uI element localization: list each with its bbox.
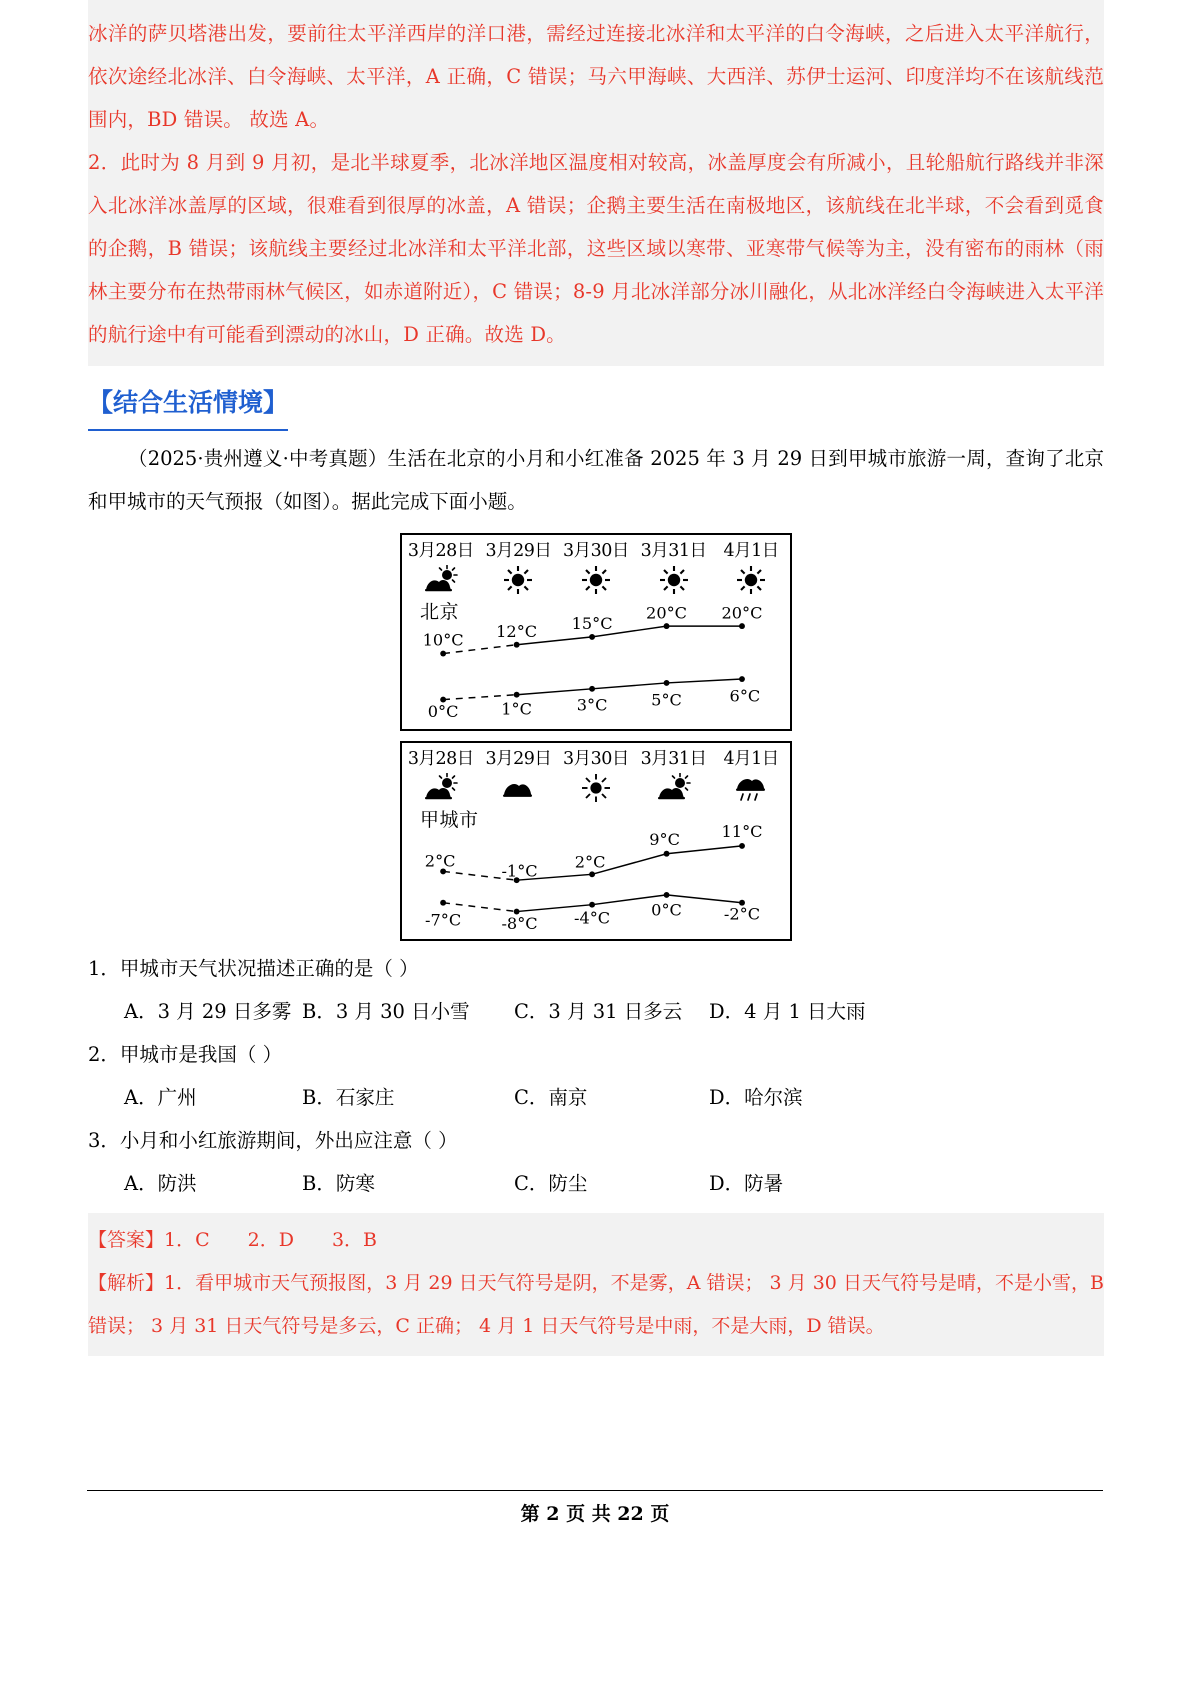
city-a-low-label-1: -8°C <box>501 914 538 934</box>
question-2-option-c[interactable]: C．南京 <box>514 1086 588 1109</box>
answer-analysis-block <box>88 1213 1104 1356</box>
city-a-high-label-2: 2°C <box>574 852 606 872</box>
question-1-option-d[interactable]: D．4 月 1 日大雨 <box>709 1000 866 1023</box>
question-3-options <box>124 1162 1104 1205</box>
question-2-option-b[interactable]: B．石家庄 <box>302 1086 395 1109</box>
beijing-low-label-0: 0°C <box>427 702 459 722</box>
chart-beijing-date-1: 3月29日 <box>485 541 552 561</box>
question-stem: （2025·贵州遵义·中考真题）生活在北京的小月和小红准备 2025 年 3 月 29 日到甲城市旅游一周，查询了北京和甲城市的天气预报（如图）。据此完成下面小题。 <box>88 447 1104 513</box>
question-3-option-a[interactable]: A．防洪 <box>124 1172 197 1195</box>
beijing-low-point-4 <box>739 676 745 682</box>
question-2-option-a[interactable]: A．广州 <box>124 1086 197 1109</box>
beijing-low-label-2: 3°C <box>576 695 608 715</box>
section-heading-wrap <box>88 370 1104 433</box>
beijing-high-point-1 <box>514 642 520 648</box>
question-3-option-c[interactable]: C．防尘 <box>514 1172 588 1195</box>
city-a-low-line <box>517 895 742 912</box>
beijing-low-point-1 <box>514 692 520 698</box>
page-footer <box>0 1490 1190 1526</box>
question-2-text: 甲城市是我国（ ） <box>119 1043 283 1066</box>
question-3-number: 3． <box>88 1129 120 1152</box>
city-a-low-point-2 <box>589 902 595 908</box>
chart-city-a-date-4: 4月1日 <box>723 749 779 769</box>
beijing-high-label-3: 20°C <box>646 603 688 623</box>
question-1-number: 1． <box>88 957 120 980</box>
beijing-low-point-3 <box>664 680 670 686</box>
city-a-low-point-0 <box>440 900 446 906</box>
question-2-number: 2． <box>88 1043 120 1066</box>
question-1-options <box>124 990 1104 1033</box>
beijing-low-label-4: 6°C <box>729 686 761 706</box>
page-number: 第 2 页 共 22 页 <box>520 1503 670 1525</box>
city-a-high-point-3 <box>664 851 670 857</box>
footer-divider <box>87 1490 1103 1491</box>
beijing-low-label-1: 1°C <box>501 699 533 719</box>
weather-chart-beijing <box>400 533 792 731</box>
answer-line: 【答案】1．C 2．D 3．B <box>88 1229 377 1251</box>
city-a-low-label-0: -7°C <box>425 910 462 930</box>
city-a-low-label-4: -2°C <box>723 904 761 924</box>
question-1-option-c[interactable]: C．3 月 31 日多云 <box>514 1000 683 1023</box>
beijing-high-label-0: 10°C <box>422 630 464 650</box>
chart-beijing-date-4: 4月1日 <box>723 541 779 561</box>
city-a-low-label-3: 0°C <box>651 900 682 920</box>
city-a-high-point-2 <box>589 871 595 877</box>
question-1-line <box>88 947 1104 990</box>
question-1-option-a[interactable]: A．3 月 29 日多雾 <box>124 1000 292 1023</box>
city-a-high-point-4 <box>739 843 745 849</box>
question-2-options <box>124 1076 1104 1119</box>
question-2-line <box>88 1033 1104 1076</box>
city-a-high-label-0: 2°C <box>424 851 456 871</box>
question-2-option-d[interactable]: D．哈尔滨 <box>709 1086 803 1109</box>
beijing-high-point-0 <box>440 651 446 657</box>
beijing-high-point-4 <box>739 623 745 629</box>
section-heading: 【结合生活情境】 <box>88 378 288 431</box>
chart-city-a-date-1: 3月29日 <box>485 749 552 769</box>
page-content <box>88 0 1104 1356</box>
city-a-high-label-1: -1°C <box>501 861 538 881</box>
chart-beijing-plot <box>402 535 790 729</box>
question-3-line <box>88 1119 1104 1162</box>
chart-city-a-plot <box>402 743 790 939</box>
explanation-paragraph-2: 2．此时为 8 月到 9 月初，是北半球夏季，北冰洋地区温度相对较高，冰盖厚度会有所减小，且轮船航行路线并非深入北冰洋冰盖厚的区域，很难看到很厚的冰盖，A 错误；企鹅主要生活在南极地区，该航线在北半球，不会看到觅食的企鹅，B 错误；该航线主要经过北冰洋和太平洋北部，这些区域以寒带、亚寒带气候等为主，没有密布的雨林（雨林主要分布在热带雨林气候区，如赤道附近），C 错误；8-9 月北冰洋部分冰川融化，从北冰洋经白令海峡进入太平洋的航行途中有可能看到漂动的冰山，D 正确。故选 D。 <box>88 151 1104 346</box>
beijing-high-point-3 <box>664 623 670 629</box>
city-a-high-line <box>517 846 742 880</box>
chart-beijing-city-label: 北京 <box>420 601 460 623</box>
beijing-low-point-2 <box>589 686 595 692</box>
city-a-high-label-3: 9°C <box>649 829 680 849</box>
beijing-high-label-2: 15°C <box>571 614 613 634</box>
city-a-low-label-2: -4°C <box>573 908 611 928</box>
analysis-line: 【解析】1．看甲城市天气预报图，3 月 29 日天气符号是阴，不是雾，A 错误； 3 月 30 日天气符号是晴，不是小雪，B 错误； 3 月 31 日天气符号是多云，C 正确； 4 月 1 日天气符号是中雨，不是大雨，D 错误。 <box>88 1272 1104 1337</box>
explanation-paragraph-1: 冰洋的萨贝塔港出发，要前往太平洋西岸的洋口港，需经过连接北冰洋和太平洋的白令海峡，之后进入太平洋航行，依次途经北冰洋、白令海峡、太平洋，A 正确，C 错误；马六甲海峡、大西洋、苏伊士运河、印度洋均不在该航线范围内，BD 错误。 故选 A。 <box>88 22 1105 131</box>
question-1-text: 甲城市天气状况描述正确的是（ ） <box>119 957 419 980</box>
chart-beijing-date-2: 3月30日 <box>563 541 629 561</box>
chart-city-a-date-0: 3月28日 <box>407 749 474 769</box>
beijing-low-line <box>517 679 742 695</box>
chart-beijing-date-3: 3月31日 <box>640 541 707 561</box>
beijing-high-point-2 <box>589 634 595 640</box>
chart-city-a-date-3: 3月31日 <box>640 749 707 769</box>
question-3-text: 小月和小红旅游期间，外出应注意（ ） <box>119 1129 458 1152</box>
question-3-option-d[interactable]: D．防暑 <box>709 1172 784 1195</box>
chart-city-a-city-label: 甲城市 <box>420 809 479 831</box>
beijing-low-label-3: 5°C <box>651 690 682 710</box>
beijing-high-label-1: 12°C <box>496 621 538 641</box>
explanation-block-top <box>88 0 1104 366</box>
weather-chart-city-a <box>400 741 792 941</box>
city-a-low-point-3 <box>664 892 670 898</box>
question-1-option-b[interactable]: B．3 月 30 日小雪 <box>302 1000 470 1023</box>
beijing-high-line <box>517 626 742 645</box>
beijing-high-label-4: 20°C <box>721 603 763 623</box>
weather-charts-figure <box>88 533 1104 941</box>
question-3-option-b[interactable]: B．防寒 <box>302 1172 375 1195</box>
city-a-high-label-4: 11°C <box>721 822 763 842</box>
chart-city-a-date-2: 3月30日 <box>563 749 629 769</box>
chart-beijing-date-0: 3月28日 <box>407 541 474 561</box>
